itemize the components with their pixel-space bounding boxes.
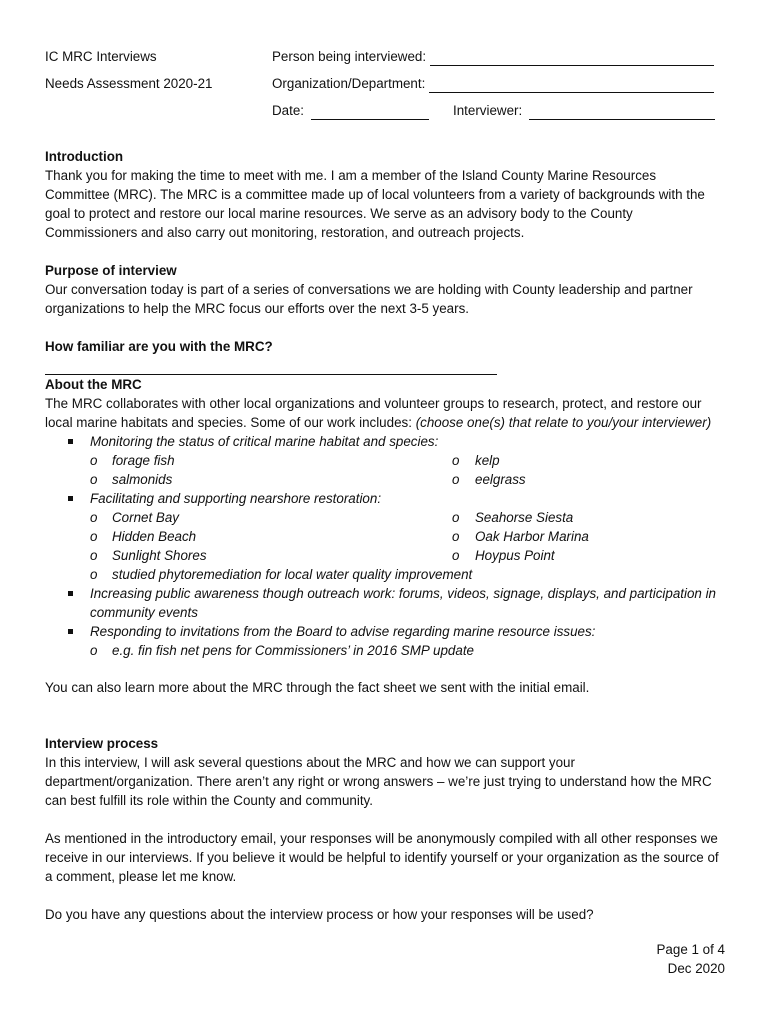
org-label: Organization/Department: [272,76,426,91]
familiar-answer-blank[interactable] [45,360,497,375]
circle-bullet-icon: o [90,472,98,487]
about-outro: You can also learn more about the MRC through the fact sheet we sent with the initial email. [45,680,590,695]
item-kelp: kelp [475,453,500,468]
bullet-restoration: Facilitating and supporting nearshore restoration: [90,491,382,506]
about-section [45,375,720,697]
intro-section [45,147,720,242]
process-text-3: Do you have any questions about the interview process or how your responses will be used? [45,907,594,922]
purpose-heading: Purpose of interview [45,263,177,278]
list-item [45,470,720,489]
footer-date: Dec 2020 [667,961,725,976]
list-item [45,432,720,451]
list-item [45,546,720,565]
list-item [45,622,720,641]
interviewer-blank[interactable] [529,105,715,120]
circle-bullet-icon: o [90,548,98,563]
square-bullet-icon [68,629,73,634]
circle-bullet-icon: o [452,510,460,525]
process-text-1: In this interview, I will ask several questions about the MRC and how we can support your department/organization. There aren’t any right or wrong answers – we’re just trying to understand how the MRC can best fulfill its role within the County and community. [45,755,712,808]
circle-bullet-icon: o [90,453,98,468]
about-text [45,394,720,432]
page-number: Page 1 of 4 [656,942,725,957]
person-blank[interactable] [430,51,714,66]
date-field [272,101,429,120]
date-label: Date: [272,103,305,118]
circle-bullet-icon: o [452,472,460,487]
square-bullet-icon [68,591,73,596]
item-oak-harbor-marina: Oak Harbor Marina [475,529,589,544]
intro-heading: Introduction [45,149,124,164]
purpose-section [45,261,720,318]
square-bullet-icon [68,439,73,444]
purpose-text: Our conversation today is part of a series of conversations we are holding with County leadership and partner organizations to help the MRC focus our efforts over the next 3-5 years. [45,282,693,316]
work-list [45,432,720,451]
list-item [45,451,720,470]
person-label: Person being interviewed: [272,49,427,64]
item-hidden-beach: Hidden Beach [112,529,197,544]
item-eelgrass: eelgrass [475,472,526,487]
page-footer [657,940,726,978]
item-cornet-bay: Cornet Bay [112,510,179,525]
item-salmonids: salmonids [112,472,173,487]
date-blank[interactable] [311,105,429,120]
item-sunlight-shores: Sunlight Shores [112,548,207,563]
familiar-question-row [45,337,720,375]
list-item [45,641,720,660]
process-heading: Interview process [45,736,159,751]
circle-bullet-icon: o [90,643,98,658]
bullet-monitoring: Monitoring the status of critical marine habitat and species: [90,434,439,449]
familiar-question: How familiar are you with the MRC? [45,339,273,354]
list-item [45,489,720,508]
process-text-2: As mentioned in the introductory email, your responses will be anonymously compiled with all other responses we receive in our interviews. If you believe it would be helpful to identify yourself or your organization as the source of a comment, please let me know. [45,831,719,884]
org-blank[interactable] [429,78,714,93]
process-section [45,734,720,924]
intro-text: Thank you for making the time to meet with me. I am a member of the Island County Marine Resources Committee (MRC). The MRC is a committee made up of local volunteers from a variety of backgrounds with the goal to protect and restore our local marine resources. We serve as an advisory body to the County Commissioners and also carry out monitoring, restoration, and outreach projects. [45,168,705,240]
bullet-advise: Responding to invitations from the Board to advise regarding marine resource issues: [90,624,596,639]
bullet-outreach: Increasing public awareness though outreach work: forums, videos, signage, displays, and participation in community events [90,586,716,620]
work-list-2 [45,489,720,508]
item-fin-fish: e.g. fin fish net pens for Commissioners’ in 2016 SMP update [112,643,474,658]
person-field [272,47,714,66]
item-seahorse-siesta: Seahorse Siesta [475,510,574,525]
circle-bullet-icon: o [90,567,98,582]
interviewer-label: Interviewer: [453,103,523,118]
about-heading: About the MRC [45,377,142,392]
list-item [45,584,720,622]
circle-bullet-icon: o [90,529,98,544]
circle-bullet-icon: o [452,548,460,563]
list-item [45,508,720,527]
square-bullet-icon [68,496,73,501]
about-text-main: The MRC collaborates with other local organizations and volunteer groups to research, protect, and restore our local marine habitats and species. Some of our work includes: [45,396,702,430]
item-phytoremediation: studied phytoremediation for local water quality improvement [112,567,473,582]
item-forage-fish: forage fish [112,453,175,468]
list-item [45,527,720,546]
list-item [45,565,720,584]
about-text-instruction: (choose one(s) that relate to you/your interviewer) [415,415,712,430]
work-list-3 [45,584,720,641]
circle-bullet-icon: o [452,529,460,544]
org-field [272,74,714,93]
circle-bullet-icon: o [452,453,460,468]
doc-subtitle: Needs Assessment 2020-21 [45,76,213,91]
doc-title: IC MRC Interviews [45,49,157,64]
interviewer-field [453,101,715,120]
item-hoypus-point: Hoypus Point [475,548,555,563]
circle-bullet-icon: o [90,510,98,525]
